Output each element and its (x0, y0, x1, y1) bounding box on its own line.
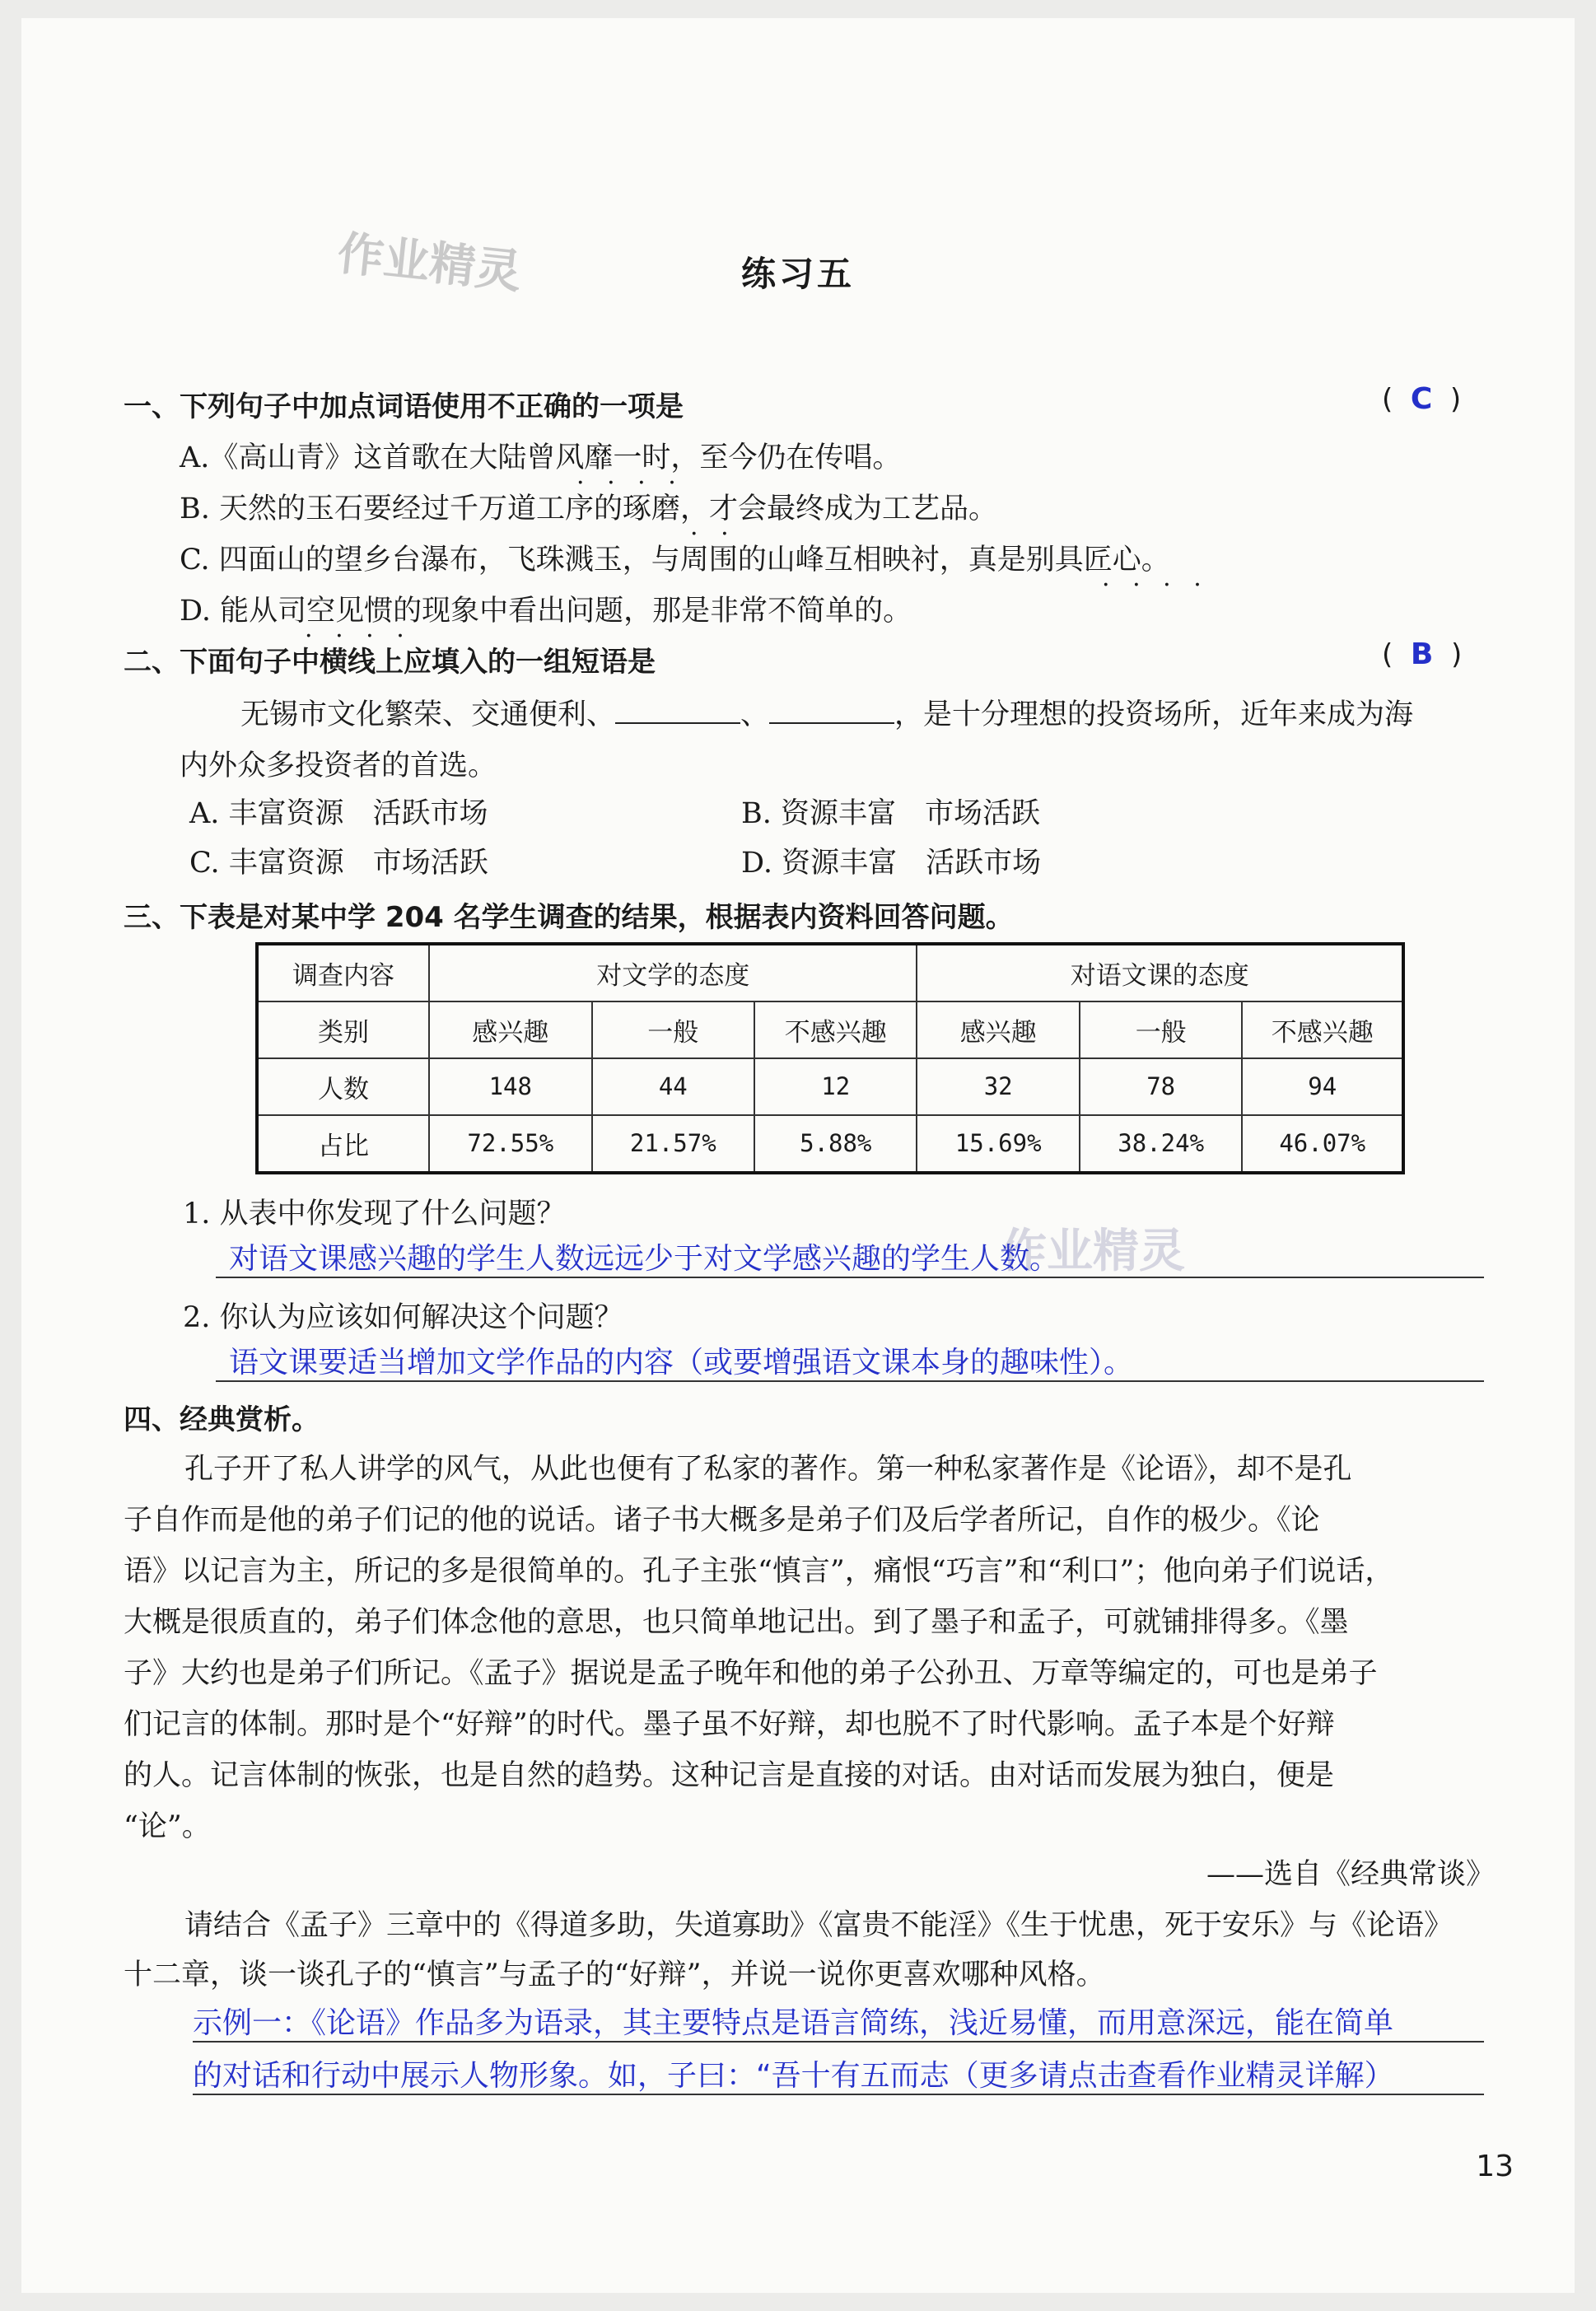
passage-source: ——选自《经典常谈》 (1206, 1858, 1496, 1891)
q4-prompt-line: 十二章，谈一谈孔子的“慎言”与孟子的“好辩”，并说一说你更喜欢哪种风格。 (124, 1959, 1105, 1991)
table-cell: 21.57% (592, 1115, 755, 1173)
q2-stem-text-a: 无锡市文化繁荣、交通便利、 (240, 698, 616, 731)
q4-answer-line: 示例一：《论语》作品多为语录，其主要特点是语言简练，浅近易懂，而用意深远，能在简单 (193, 2006, 1394, 2040)
table-cell: 32 (917, 1058, 1080, 1115)
emphasis-dots-c: · · · · (1102, 571, 1209, 600)
q4-prompt-line: 请结合《孟子》三章中的《得道多助，失道寡助》《富贵不能淫》《生于忧患，死于安乐》与《论语》 (184, 1909, 1454, 1942)
q4-answer-line: 的对话和行动中展示人物形象。如，子曰：“吾十有五而志（更多请点击查看作业精灵详解） (193, 2059, 1394, 2093)
q1-answer: C (1410, 382, 1433, 416)
q2-blank-2 (769, 698, 894, 724)
q2-heading: 二、下面句子中横线上应填入的一组短语是 (124, 646, 656, 679)
passage-line: 孔子开了私人讲学的风气，从此也便有了私家的著作。第一种私家著作是《论语》，却不是孔 (184, 1453, 1352, 1486)
watermark: 作业精灵 (334, 226, 525, 300)
q2-blank-1 (615, 698, 740, 724)
q2-answer-bracket: ( B ) (1382, 637, 1463, 671)
q3-sub1-answer: 对语文课感兴趣的学生人数远远少于对文学感兴趣的学生人数。 (229, 1242, 1060, 1276)
q1-option-a: A.《高山青》这首歌在大陆曾风靡一时，至今仍在传唱。 (180, 441, 902, 474)
table-cell: 148 (429, 1058, 592, 1115)
q2-stem-line1 (240, 692, 1413, 733)
emphasis-dots-a: · · · · (576, 469, 684, 497)
q3-sub2-answer: 语文课要适当增加文学作品的内容（或要增强语文课本身的趣味性）。 (229, 1346, 1134, 1380)
q2-option-c: C. 丰富资源 市场活跃 (189, 847, 488, 880)
q1-answer-bracket: ( C ) (1382, 382, 1462, 416)
q3-sub1-question: 1. 从表中你发现了什么问题？ (183, 1198, 566, 1230)
table-row-count (257, 1058, 1403, 1115)
table-cell: 一般 (592, 1001, 755, 1058)
table-cell: 不感兴趣 (1242, 1001, 1403, 1058)
q3-sub2-question: 2. 你认为应该如何解决这个问题？ (183, 1301, 623, 1334)
emphasis-dots-b: · · (690, 520, 736, 549)
q2-option-a: A. 丰富资源 活跃市场 (189, 797, 488, 830)
table-row-header (257, 944, 1403, 1001)
table-cell: 38.24% (1080, 1115, 1243, 1173)
q2-option-d: D. 资源丰富 活跃市场 (741, 847, 1042, 880)
table-header-literature: 对文学的态度 (429, 944, 917, 1001)
table-cell: 一般 (1080, 1001, 1243, 1058)
table-header-survey-content: 调查内容 (257, 944, 429, 1001)
answer-line (193, 2041, 1484, 2043)
passage-line: 们记言的体制。那时是个“好辩”的时代。墨子虽不好辩，却也脱不了时代影响。孟子本是个好辩 (124, 1708, 1335, 1741)
q1-option-d: D. 能从司空见惯的现象中看出问题，那是非常不简单的。 (180, 595, 912, 628)
answer-line (216, 1277, 1484, 1278)
table-row-percent (257, 1115, 1403, 1173)
q2-stem-sep: 、 (740, 698, 770, 731)
table-cell: 72.55% (429, 1115, 592, 1173)
passage-line: 的人。记言体制的恢张，也是自然的趋势。这种记言是直接的对话。由对话而发展为独白，便是 (124, 1759, 1335, 1792)
table-cell: 5.88% (754, 1115, 917, 1173)
table-header-chinese-class: 对语文课的态度 (917, 944, 1403, 1001)
q3-heading: 三、下表是对某中学 204 名学生调查的结果，根据表内资料回答问题。 (124, 901, 1014, 934)
q4-heading: 四、经典赏析。 (124, 1403, 320, 1436)
table-cell: 44 (592, 1058, 755, 1115)
survey-table (255, 942, 1405, 1174)
passage-line: 语》以记言为主，所记的多是很简单的。孔子主张“慎言”，痛恨“巧言”和“利口”；他向弟子们说话， (124, 1555, 1394, 1588)
table-cell: 感兴趣 (917, 1001, 1080, 1058)
table-cell: 94 (1242, 1058, 1403, 1115)
table-row-label: 人数 (257, 1058, 429, 1115)
q2-stem-line2: 内外众多投资者的首选。 (180, 749, 497, 782)
table-cell: 感兴趣 (429, 1001, 592, 1058)
q1-option-c: C. 四面山的望乡台瀑布，飞珠溅玉，与周围的山峰互相映衬，真是别具匠心。 (180, 544, 1170, 577)
q2-option-b: B. 资源丰富 市场活跃 (741, 797, 1040, 830)
watermark-overlay: 作业精灵 (1001, 1225, 1185, 1278)
passage-line: 子自作而是他的弟子们记的他的说话。诸子书大概多是弟子们及后学者所记，自作的极少。《论 (124, 1504, 1320, 1537)
table-cell: 12 (754, 1058, 917, 1115)
page-title: 练习五 (740, 254, 855, 294)
q2-answer: B (1410, 637, 1434, 671)
table-cell: 46.07% (1242, 1115, 1403, 1173)
table-cell: 78 (1080, 1058, 1243, 1115)
table-cell: 不感兴趣 (754, 1001, 917, 1058)
q1-option-b: B. 天然的玉石要经过千万道工序的琢磨，才会最终成为工艺品。 (180, 493, 997, 525)
passage-line: 子》大约也是弟子们所记。《孟子》据说是孟子晚年和他的弟子公孙丑、万章等编定的，可也是弟子 (124, 1657, 1378, 1690)
passage-line: 大概是很质直的，弟子们体念他的意思，也只简单地记出。到了墨子和孟子，可就铺排得多。《墨 (124, 1606, 1349, 1639)
page-number: 13 (1476, 2150, 1514, 2183)
q2-stem-text-b: ，是十分理想的投资场所，近年来成为海 (894, 698, 1414, 731)
q1-heading: 一、下列句子中加点词语使用不正确的一项是 (124, 390, 684, 423)
table-row-category (257, 1001, 1403, 1058)
answer-line (193, 2094, 1484, 2095)
answer-line (216, 1380, 1484, 1382)
passage-line: “论”。 (124, 1810, 211, 1843)
emphasis-dots-d: · · · · (305, 622, 412, 651)
table-row-label: 类别 (257, 1001, 429, 1058)
table-row-label: 占比 (257, 1115, 429, 1173)
table-cell: 15.69% (917, 1115, 1080, 1173)
